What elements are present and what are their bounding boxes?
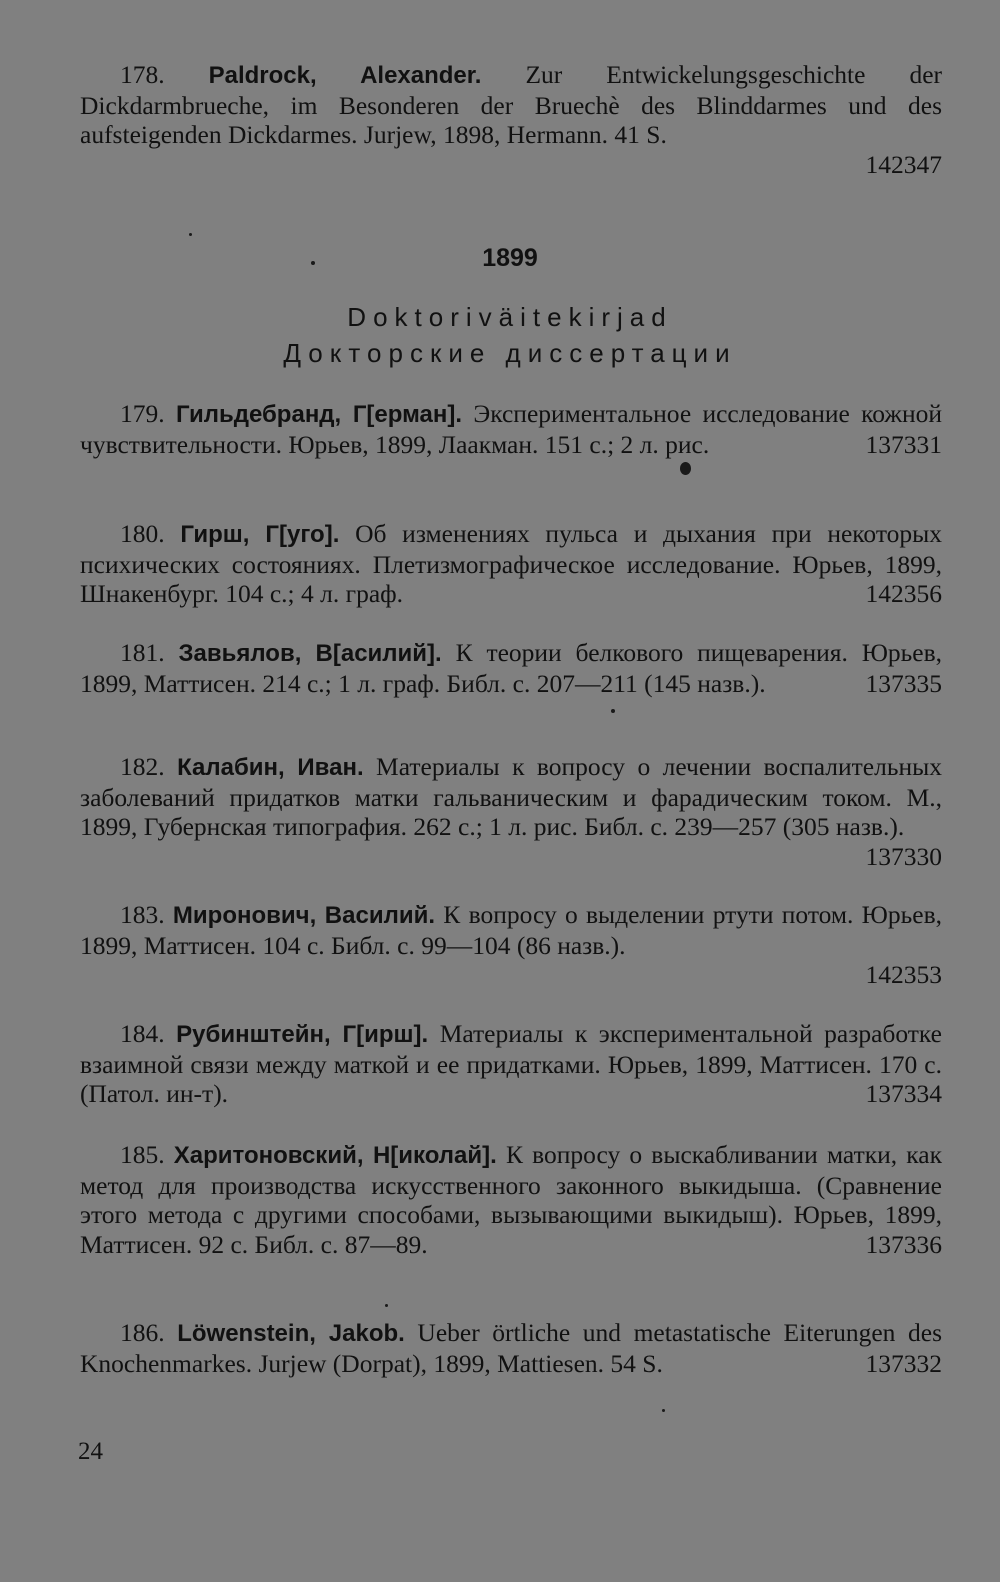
entry-author: Рубинштейн, Г[ирш]. bbox=[176, 1021, 429, 1048]
bibliography-entry-186 bbox=[80, 1318, 942, 1378]
ink-speck bbox=[311, 261, 315, 265]
entry-catalog-number: 137336 bbox=[865, 1229, 942, 1259]
bibliography-entry-182 bbox=[80, 752, 942, 871]
section-heading-estonian: Doktoriväitekirjad bbox=[347, 302, 673, 332]
entry-catalog-number: 142356 bbox=[865, 579, 942, 608]
entry-number: 185. bbox=[120, 1140, 165, 1169]
ink-speck bbox=[189, 233, 192, 236]
entry-catalog-number: 142347 bbox=[865, 149, 942, 179]
entry-author: Калабин, Иван. bbox=[177, 754, 364, 781]
entry-catalog-number: 142353 bbox=[865, 960, 942, 989]
entry-number: 180. bbox=[120, 519, 165, 548]
entry-description: К теории белкового пищеварения. Юрьев, 1899, Маттисен. 214 с.; 1 л. граф. Библ. с. 207—211 (145 назв.). bbox=[80, 638, 943, 698]
entry-author: Гирш, Г[уго]. bbox=[180, 521, 340, 548]
entry-number: 181. bbox=[120, 638, 165, 667]
entry-number: 179. bbox=[120, 399, 165, 428]
ink-speck bbox=[680, 462, 691, 475]
entry-number: 182. bbox=[120, 752, 165, 781]
entry-author: Löwenstein, Jakob. bbox=[177, 1320, 405, 1347]
entry-catalog-number: 137330 bbox=[865, 841, 942, 871]
entry-description: Zur Entwickelungsgeschichte der Dickdarmbrueche, im Besonderen der Bruechè des Blinddarmes und des aufsteigenden Dickdarmes. Jurjew, 1898, Hermann. 41 S. bbox=[80, 60, 943, 149]
entry-author: Миронович, Василий. bbox=[172, 902, 436, 929]
section-heading-russian: Докторские диссертации bbox=[283, 338, 737, 368]
bibliography-entry-180 bbox=[80, 519, 942, 609]
ink-speck bbox=[385, 1304, 388, 1307]
bibliography-entry-183 bbox=[80, 900, 942, 990]
entry-description: Экспериментальное исследование кожной чувствительности. Юрьев, 1899, Лаакман. 151 с.; 2 л. рис. bbox=[80, 399, 943, 459]
entry-catalog-number: 137331 bbox=[865, 429, 942, 459]
entry-description: Материалы к экспериментальной разработке взаимной связи между маткой и ее придатками. Юрьев, 1899, Маттисен. 170 с. (Патол. ин-т). bbox=[80, 1019, 942, 1108]
entry-description: К вопросу о выскабливании матки, как метод для производства искусственного законного выкидыша. (Сравнение этого метода с другими способами, вызывающими выкидыш). Юрьев, 1899, Маттисен. 92 с. Библ. с. 87—89. bbox=[80, 1140, 942, 1259]
page-number: 24 bbox=[78, 1438, 103, 1465]
entry-author: Гильдебранд, Г[ерман]. bbox=[175, 401, 463, 428]
entry-author: Завьялов, В[асилий]. bbox=[178, 640, 442, 667]
entry-author: Харитоновский, Н[иколай]. bbox=[173, 1142, 497, 1169]
entry-number: 178. bbox=[120, 60, 165, 89]
ink-speck bbox=[662, 1409, 665, 1412]
bibliography-entry-178 bbox=[80, 60, 942, 179]
entry-catalog-number: 137335 bbox=[865, 668, 942, 698]
ink-speck bbox=[611, 709, 615, 713]
bibliography-entry-184 bbox=[80, 1019, 942, 1109]
entry-description: Об изменениях пульса и дыхания при некоторых психических состояниях. Плетизмографическое исследование. Юрьев, 1899, Шнакенбург. 104 с.; 4 л. граф. bbox=[80, 519, 943, 608]
bibliography-entry-185 bbox=[80, 1140, 942, 1259]
entry-number: 183. bbox=[120, 900, 165, 929]
bibliography-entry-179 bbox=[80, 399, 942, 459]
entry-catalog-number: 137334 bbox=[865, 1079, 942, 1108]
entry-number: 184. bbox=[120, 1019, 165, 1048]
entry-description: Ueber örtliche und metastatische Eiterungen des Knochenmarkes. Jurjew (Dorpat), 1899, Mattiesen. 54 S. bbox=[80, 1318, 942, 1378]
bibliography-entry-181 bbox=[80, 638, 942, 698]
entry-number: 186. bbox=[120, 1318, 165, 1347]
entry-description: Материалы к вопросу о лечении воспалительных заболеваний придатков матки гальваническим и фарадическим током. М., 1899, Губернская типография. 262 с.; 1 л. рис. Библ. с. 239—257 (305 назв.). bbox=[80, 752, 943, 841]
entry-catalog-number: 137332 bbox=[865, 1348, 942, 1378]
section-year: 1899 bbox=[482, 244, 538, 272]
entry-description: К вопросу о выделении ртути потом. Юрьев, 1899, Маттисен. 104 с. Библ. с. 99—104 (86 назв.). bbox=[80, 900, 943, 960]
entry-author: Paldrock, Alexander. bbox=[208, 62, 482, 89]
